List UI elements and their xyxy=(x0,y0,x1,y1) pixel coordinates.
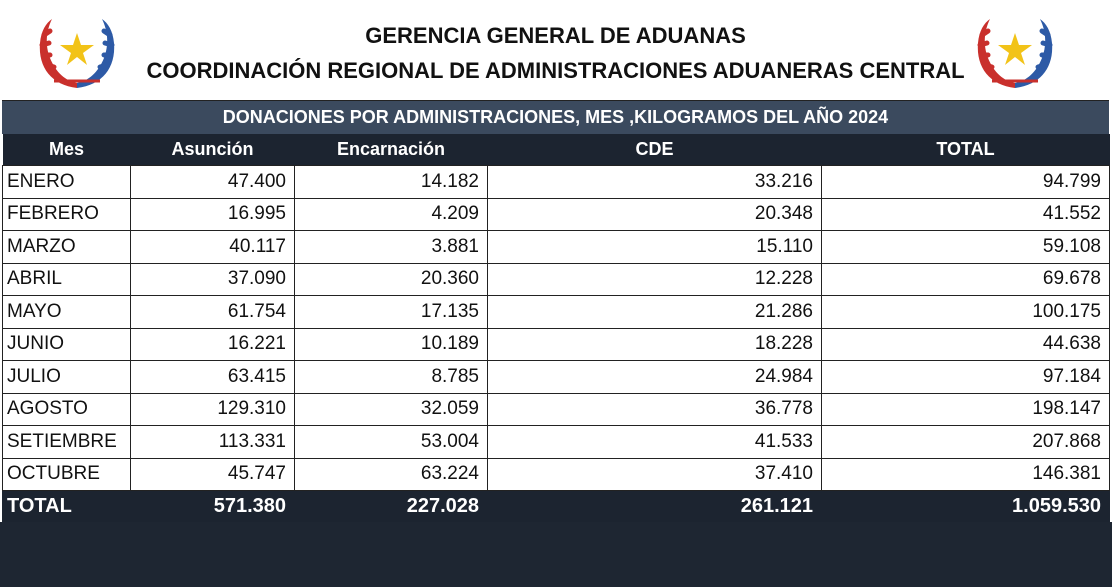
table-row xyxy=(3,263,1110,296)
cell-total: 100.175 xyxy=(822,296,1110,329)
cell-encarnacion: 20.360 xyxy=(295,263,488,296)
table-row xyxy=(3,458,1110,491)
cell-total: 59.108 xyxy=(822,231,1110,264)
cell-total: 94.799 xyxy=(822,166,1110,199)
table-row xyxy=(3,328,1110,361)
cell-cde: 36.778 xyxy=(488,393,822,426)
cell-total: 207.868 xyxy=(822,426,1110,459)
column-header-cde: CDE xyxy=(488,134,822,166)
table-header-row xyxy=(3,134,1110,166)
cell-asuncion: 63.415 xyxy=(131,361,295,394)
cell-cde: 41.533 xyxy=(488,426,822,459)
cell-month: OCTUBRE xyxy=(3,458,131,491)
page-subtitle: COORDINACIÓN REGIONAL DE ADMINISTRACIONES ADUANERAS CENTRAL xyxy=(146,58,965,83)
total-label: TOTAL xyxy=(3,491,131,523)
cell-total: 69.678 xyxy=(822,263,1110,296)
bottom-bar xyxy=(0,522,1112,587)
cell-encarnacion: 17.135 xyxy=(295,296,488,329)
cell-asuncion: 40.117 xyxy=(131,231,295,264)
cell-total: 97.184 xyxy=(822,361,1110,394)
cell-cde: 15.110 xyxy=(488,231,822,264)
table-row xyxy=(3,231,1110,264)
cell-month: AGOSTO xyxy=(3,393,131,426)
cell-asuncion: 16.221 xyxy=(131,328,295,361)
table-row xyxy=(3,393,1110,426)
table-title: DONACIONES POR ADMINISTRACIONES, MES ,KILOGRAMOS DEL AÑO 2024 xyxy=(2,101,1109,134)
table-row xyxy=(3,361,1110,394)
cell-encarnacion: 53.004 xyxy=(295,426,488,459)
cell-cde: 33.216 xyxy=(488,166,822,199)
column-header-encarnacion: Encarnación xyxy=(295,134,488,166)
cell-total: 44.638 xyxy=(822,328,1110,361)
cell-cde: 18.228 xyxy=(488,328,822,361)
total-cde: 261.121 xyxy=(488,491,822,523)
page-title: GERENCIA GENERAL DE ADUANAS xyxy=(365,23,746,48)
cell-cde: 20.348 xyxy=(488,198,822,231)
cell-month: FEBRERO xyxy=(3,198,131,231)
national-seal-icon xyxy=(970,13,1060,93)
cell-total: 146.381 xyxy=(822,458,1110,491)
cell-encarnacion: 63.224 xyxy=(295,458,488,491)
cell-cde: 12.228 xyxy=(488,263,822,296)
cell-month: MAYO xyxy=(3,296,131,329)
cell-encarnacion: 10.189 xyxy=(295,328,488,361)
cell-encarnacion: 32.059 xyxy=(295,393,488,426)
cell-month: SETIEMBRE xyxy=(3,426,131,459)
table-row xyxy=(3,198,1110,231)
cell-encarnacion: 8.785 xyxy=(295,361,488,394)
column-header-mes: Mes xyxy=(3,134,131,166)
cell-encarnacion: 14.182 xyxy=(295,166,488,199)
cell-encarnacion: 4.209 xyxy=(295,198,488,231)
cell-cde: 37.410 xyxy=(488,458,822,491)
cell-month: MARZO xyxy=(3,231,131,264)
total-grand: 1.059.530 xyxy=(822,491,1110,523)
cell-total: 198.147 xyxy=(822,393,1110,426)
total-row xyxy=(3,491,1110,523)
column-header-total: TOTAL xyxy=(822,134,1110,166)
cell-month: ENERO xyxy=(3,166,131,199)
cell-asuncion: 16.995 xyxy=(131,198,295,231)
cell-cde: 24.984 xyxy=(488,361,822,394)
table-row xyxy=(3,426,1110,459)
cell-total: 41.552 xyxy=(822,198,1110,231)
cell-asuncion: 113.331 xyxy=(131,426,295,459)
total-asuncion: 571.380 xyxy=(131,491,295,523)
cell-asuncion: 37.090 xyxy=(131,263,295,296)
cell-month: ABRIL xyxy=(3,263,131,296)
cell-asuncion: 47.400 xyxy=(131,166,295,199)
total-encarnacion: 227.028 xyxy=(295,491,488,523)
cell-asuncion: 45.747 xyxy=(131,458,295,491)
donations-table xyxy=(2,134,1110,523)
cell-month: JULIO xyxy=(3,361,131,394)
cell-encarnacion: 3.881 xyxy=(295,231,488,264)
table-row xyxy=(3,166,1110,199)
cell-asuncion: 129.310 xyxy=(131,393,295,426)
cell-cde: 21.286 xyxy=(488,296,822,329)
column-header-asuncion: Asunción xyxy=(131,134,295,166)
table-row xyxy=(3,296,1110,329)
cell-asuncion: 61.754 xyxy=(131,296,295,329)
report-header xyxy=(2,3,1109,101)
cell-month: JUNIO xyxy=(3,328,131,361)
